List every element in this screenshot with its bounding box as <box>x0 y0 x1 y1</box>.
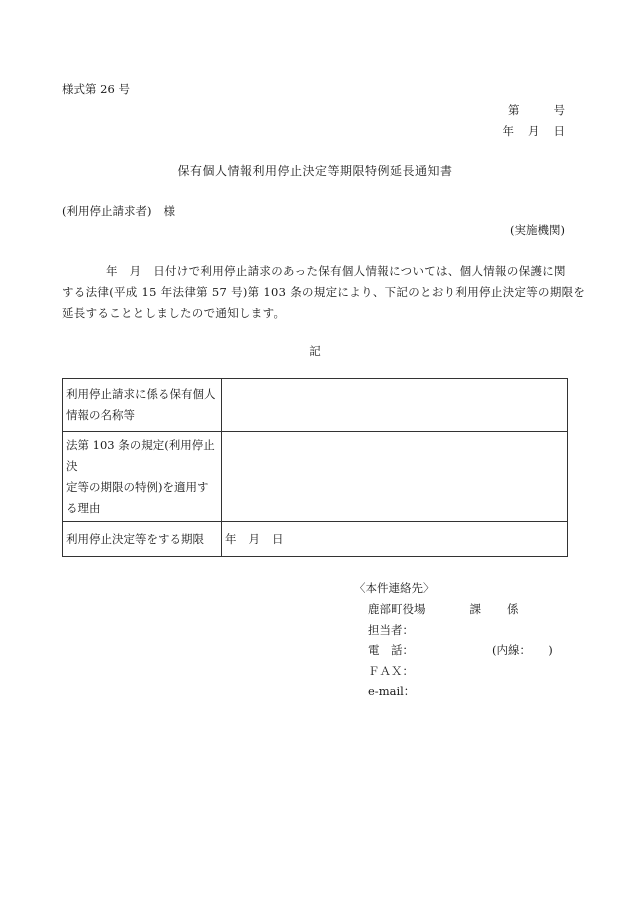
table-row <box>63 379 568 432</box>
contact-phone-label: 電 話： <box>368 643 414 657</box>
table-label-line: 情報の名称等 <box>66 408 135 422</box>
contact-person-label: 担当者： <box>368 623 414 637</box>
table-row-value[interactable] <box>222 379 568 432</box>
notice-body-line-3: 延長することとしましたので通知します。 <box>62 306 286 320</box>
deadline-date-value[interactable] <box>222 522 568 557</box>
contact-subsection: 係 <box>507 602 519 616</box>
table-label-line: 法第 103 条の規定(利用停止決 <box>66 437 215 473</box>
deadline-month: 月 <box>248 531 260 546</box>
document-number-suffix: 号 <box>553 103 565 117</box>
table-row <box>63 522 568 557</box>
issue-date-year: 年 <box>502 124 514 138</box>
table-row-label <box>63 522 222 557</box>
implementing-agency: (実施機関) <box>510 223 565 237</box>
document-number-prefix: 第 <box>508 103 520 117</box>
issue-date-month: 月 <box>528 124 540 138</box>
contact-section: 課 <box>469 602 481 616</box>
contact-phone-line <box>368 642 553 658</box>
contact-fax-label: ＦＡＸ： <box>368 664 414 678</box>
contact-heading: 〈本件連絡先〉 <box>354 581 435 595</box>
document-number-line <box>508 102 565 118</box>
ki-heading: 記 <box>309 344 321 358</box>
recipient-name: (利用停止請求者) <box>62 204 152 218</box>
issue-date-line <box>503 123 566 139</box>
details-table <box>62 378 568 557</box>
table-label-line: 利用停止決定等をする期限 <box>66 531 204 546</box>
recipient-honorific: 様 <box>163 204 175 218</box>
table-label-line: 利用停止請求に係る保有個人 <box>66 387 216 401</box>
document-title: 保有個人情報利用停止決定等期限特例延長通知書 <box>177 164 453 178</box>
notice-body-line-1 <box>62 261 568 282</box>
contact-extension: (内線： ) <box>492 643 553 657</box>
contact-office: 鹿部町役場 <box>368 602 426 616</box>
table-label-line: 定等の期限の特例)を適用す <box>66 479 209 494</box>
recipient-line <box>62 203 175 219</box>
notice-body-line-2: する法律(平成 15 年法律第 57 号)第 103 条の規定により、下記のとおり利用停止決定等の期限を <box>62 285 586 299</box>
table-row-label <box>63 432 222 522</box>
notice-body-line-1-text: 年 月 日付けで利用停止請求のあった保有個人情報については、個人情報の保護に関 <box>106 264 566 278</box>
deadline-year: 年 <box>225 531 237 546</box>
notice-body <box>62 261 586 324</box>
form-number: 様式第 26 号 <box>62 82 130 96</box>
deadline-day: 日 <box>272 531 284 546</box>
issue-date-day: 日 <box>553 124 565 138</box>
table-row <box>63 432 568 522</box>
contact-email-label: e-mail： <box>368 684 416 698</box>
table-label-line: る理由 <box>66 500 101 515</box>
contact-office-line <box>368 601 519 617</box>
table-row-label <box>63 379 222 432</box>
table-row-value[interactable] <box>222 432 568 522</box>
